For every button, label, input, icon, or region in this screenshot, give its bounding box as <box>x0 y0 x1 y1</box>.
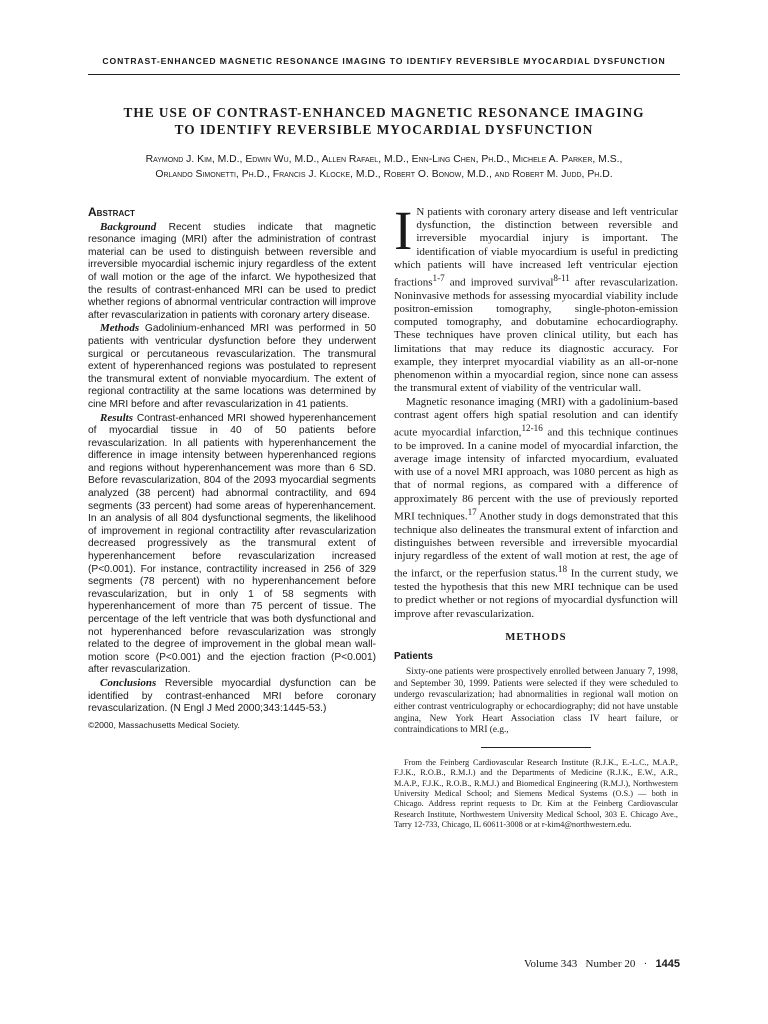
affiliation-footnote: From the Feinberg Cardiovascular Research Institute (R.J.K., E.-L.C., M.A.P., F.J.K., R.O.B., R.M.J.) and the Departments of Medicine (R.J.K., E.W., A.R., M.A.P., F.J.K., R.O.B., R.M.J.) and Biomedical Engineering (R.M.J.), Northwestern University Medical School; and Siemens Medical Systems (O.S.) — both in Chicago. Address reprint requests to Dr. Kim at the Feinberg Cardiovascular Research Institute, Northwestern University Medical School, 303 E. Chicago Ave., Tarry 12-733, Chicago, IL 60611-3008 or at r-kim4@northwestern.edu. <box>394 757 678 830</box>
drop-cap: I <box>394 200 413 261</box>
conclusions-label: Conclusions <box>100 676 157 689</box>
citation: 17 <box>467 506 477 517</box>
running-head: CONTRAST-ENHANCED MAGNETIC RESONANCE IMAGING TO IDENTIFY REVERSIBLE MYOCARDIAL DYSFUNCTION <box>88 56 680 75</box>
methods-label: Methods <box>100 322 140 335</box>
patients-heading: Patients <box>394 650 433 662</box>
article-title: THE USE OF CONTRAST-ENHANCED MAGNETIC RESONANCE IMAGING TO IDENTIFY REVERSIBLE MYOCARDIAL DYSFUNCTION <box>123 105 645 137</box>
citation: 1-7 <box>432 273 445 284</box>
intro-text-1c: after revascularization. Noninvasive methods for assessing myocardial viability include positron-emission tomography, single-photon-emission computed tomography, and dobutamine echocardiography. These techniques have proven clinical utility, but each has limitations that may reduce its diagnostic accuracy. For example, they interpret myocardial viability as an all-or-none phenomenon within a myocardial region, since none can assess the transmural extent of viability of the ventricular wall. <box>394 276 678 395</box>
body-column <box>394 200 678 831</box>
volume-label: Volume 343 <box>524 958 578 970</box>
page-footer <box>524 958 680 970</box>
issue-number: Number 20 <box>585 958 636 970</box>
intro-text-2a: Magnetic resonance imaging (MRI) with a gadolinium-based contrast agent offers high spatial resolution and can identify acute myocardial infarction, <box>394 395 678 439</box>
abstract-methods <box>88 322 376 411</box>
intro-text-1a: N patients with coronary artery disease and left ventricular dysfunction, the distinction between reversible and irreversible myocardial injury is important. The identification of viable myocardium is useful in predicting which patients will have increased left ventricular ejection fractions <box>394 206 678 289</box>
results-text: Contrast-enhanced MRI showed hyperenhancement of myocardial tissue in 40 of 50 patients before revascularization. In all patients with hyperenhancement the difference in image intensity between hyperenhanced regions and regions without hyperenhancement was more than 6 SD. Before revascularization, 804 of the 2093 myocardial segments analyzed (38 percent) had abnormal contractility, and 694 segments (33 percent) had some areas of hyperenhancement. In an analysis of all 804 dysfunctional segments, the likelihood of improvement in regional contractility after revascularization decreased progressively as the transmural extent of hyperenhancement before revascularization increased (P<0.001). For instance, contractility increased in 256 of 329 segments (78 percent) with no hyperenhancement before revascularization, but in only 1 of 58 segments with hyperenhancement of more than 75 percent of tissue. The percentage of the left ventricle that was both dysfunctional and not hyperenhanced before revascularization was strongly related to the degree of improvement in the global mean wall-motion score (P<0.001) and the ejection fraction (P<0.001) after revascularization. <box>88 412 376 676</box>
intro-text-2b: and this technique continues to be improved. In a canine model of myocardial infarction, the average image intensity of infarcted myocardium, evaluated with use of a novel MRI approach, was 1080 percent as high as that of normal regions, as compared with a difference of approximately 86 percent with the use of previously reported MRI techniques. <box>394 426 678 523</box>
citation: 18 <box>557 564 568 575</box>
footer-separator: · <box>643 958 648 970</box>
results-label: Results <box>100 411 134 424</box>
copyright-notice: ©2000, Massachusetts Medical Society. <box>88 719 240 730</box>
abstract-results <box>88 412 376 677</box>
patients-paragraph: Sixty-one patients were prospectively enrolled between January 7, 1998, and September 30, 1999. Patients were selected if they were scheduled to undergo revascularization; had abnormalities in regional wall motion on either contrast ventriculography or echocardiography; did not have unstable angina, New York Heart Association class IV heart failure, or contraindications to MRI (e.g., <box>394 667 678 736</box>
conclusions-text: Reversible myocardial dysfunction can be identified by contrast-enhanced MRI before coronary revascularization. (N Engl J Med 2000;343:1445-53.) <box>88 677 376 715</box>
abstract-column <box>88 206 376 731</box>
intro-text-2c: Another study in dogs demonstrated that this technique also delineates the transmural extent of infarction and distinguishes between reversible and irreversible myocardial injury regardless of the extent of wall motion at rest, the age of the infarct, or the reperfusion status. <box>394 510 678 580</box>
background-text: Recent studies indicate that magnetic resonance imaging (MRI) after the administration of contrast material can be used to distinguish between reversible and irreversible myocardial ischemic injury regardless of the extent of wall motion or the age of the infarct. We hypothesized that the results of contrast-enhanced MRI can be used to predict whether regions of abnormal ventricular contraction will improve after revascularization in patients with coronary artery disease. <box>88 221 376 321</box>
intro-paragraph-1 <box>394 200 678 396</box>
intro-paragraph-2 <box>394 396 678 621</box>
intro-text-2d: In the current study, we tested the hypothesis that this new MRI technique can be used to predict whether or not regions of myocardial dysfunction will improve after revascularization. <box>394 567 678 620</box>
author-list: Raymond J. Kim, M.D., Edwin Wu, M.D., Allen Rafael, M.D., Enn-Ling Chen, Ph.D., Michele A. Parker, M.S., Orlando Simonetti, Ph.D., Francis J. Klocke, M.D., Robert O. Bonow, M.D., and Robert M. Judd, Ph.D. <box>145 154 623 180</box>
abstract-conclusions <box>88 677 376 716</box>
footnote-divider <box>481 747 591 748</box>
intro-text-1b: and improved survival <box>444 276 554 289</box>
methods-text: Gadolinium-enhanced MRI was performed in 50 patients with ventricular dysfunction before they underwent surgical or percutaneous revascularization. The transmural extent of hyperenhanced regions was postulated to represent the transmural extent of nonviable myocardium. The extent of regional contractility at the same locations was determined by cine MRI before and after revascularization in 41 patients. <box>88 323 376 410</box>
abstract-background <box>88 221 376 323</box>
methods-heading: METHODS <box>505 631 567 643</box>
citation: 8-11 <box>553 273 570 284</box>
citation: 12-16 <box>521 422 543 433</box>
background-label: Background <box>100 220 157 233</box>
abstract-heading: Abstract <box>88 205 135 219</box>
page-number: 1445 <box>655 958 680 970</box>
